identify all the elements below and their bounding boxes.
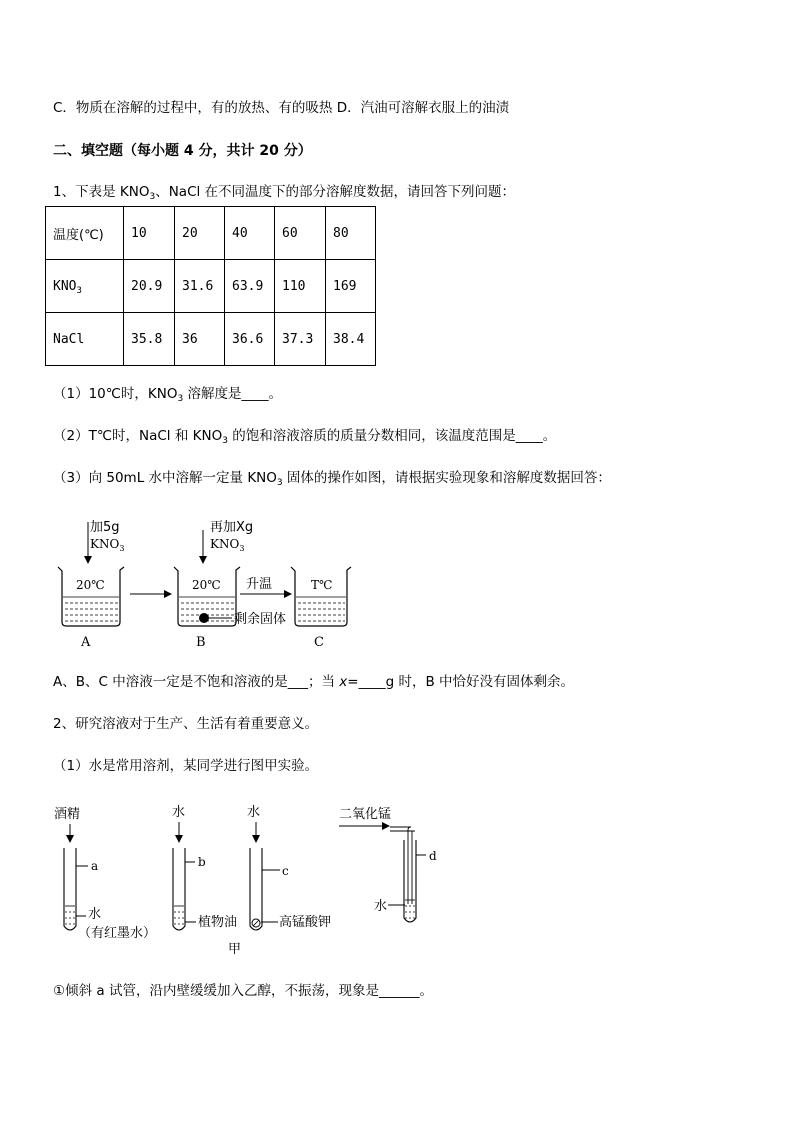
table-cell: $KNO_3$ — [46, 260, 124, 313]
table-cell: 36 — [175, 313, 225, 366]
table-cell: 60 — [275, 207, 326, 260]
tube-a-label: a — [91, 859, 99, 873]
water-label-d: 水 — [374, 899, 388, 914]
question-1-part-1: （1）10℃时，$KNO_3$ 溶解度是____。 — [53, 386, 283, 404]
table-cell: 38.4 — [326, 313, 376, 366]
table-cell: 169 — [326, 260, 376, 313]
water-label-c-top: 水 — [247, 805, 261, 820]
arrow-a-to-b — [164, 590, 172, 598]
tube-c-label: c — [282, 864, 289, 878]
option-c-d-line: C．物质在溶解的过程中，有的放热、有的吸热 D．汽油可溶解衣服上的油渍 — [53, 100, 510, 116]
question-2-circle-1: ①倾斜 a 试管，沿内壁缓缓加入乙醇，不振荡，现象是______。 — [53, 983, 433, 999]
mno2-label: 二氧化锰 — [339, 807, 392, 822]
table-cell: 10 — [124, 207, 175, 260]
label-a: A — [81, 635, 91, 650]
add-label-a: 加5g — [90, 520, 120, 535]
figure-jia-label: 甲 — [228, 942, 242, 957]
table-cell: 35.8 — [124, 313, 175, 366]
residue-solid — [199, 613, 209, 623]
table-cell: 31.6 — [175, 260, 225, 313]
table-row — [46, 260, 376, 313]
arrow-b-to-c — [284, 590, 292, 598]
table-cell: 温度(℃) — [46, 207, 124, 260]
table-cell: 110 — [275, 260, 326, 313]
table-cell: 20 — [175, 207, 225, 260]
temp-label-c: T℃ — [311, 578, 333, 592]
question-1-intro: 1、下表是 $KNO_3$、NaCl 在不同温度下的部分溶解度数据，请回答下列问题： — [53, 184, 516, 202]
kno3-label-a: $KNO_3$ — [90, 537, 125, 553]
table-cell: 40 — [225, 207, 275, 260]
water-label-b-top: 水 — [172, 805, 186, 820]
beaker-a — [58, 519, 124, 650]
section-title: 二、填空题（每小题 4 分，共计 20 分） — [53, 143, 312, 159]
table-cell: 37.3 — [275, 313, 326, 366]
tube-a — [54, 806, 156, 941]
table-cell: 63.9 — [225, 260, 275, 313]
label-c: C — [314, 635, 324, 650]
add-label-b: 再加Xg — [210, 520, 254, 535]
temp-label-b: 20℃ — [192, 578, 221, 592]
table-row — [46, 207, 376, 260]
question-2-intro: 2、研究溶液对于生产、生活有着重要意义。 — [53, 716, 319, 732]
heat-label: 升温 — [246, 577, 273, 592]
kmno4-label: 高锰酸钾 — [279, 915, 332, 930]
water-label-a: 水 — [88, 907, 102, 922]
table-cell: 36.6 — [225, 313, 275, 366]
table-cell: 20.9 — [124, 260, 175, 313]
dissolution-experiment-figure — [50, 512, 370, 652]
table-row — [46, 313, 376, 366]
question-1-part-2: （2）T℃时，NaCl 和 $KNO_3$ 的饱和溶液溶质的质量分数相同，该温度范围是____。 — [53, 428, 557, 446]
alcohol-label: 酒精 — [54, 807, 81, 822]
table-cell: NaCl — [46, 313, 124, 366]
tube-d — [339, 807, 437, 922]
question-1-part-3: （3）向 50mL 水中溶解一定量 $KNO_3$ 固体的操作如图，请根据实验现象和溶解度数据回答： — [53, 470, 611, 488]
beaker-c — [291, 567, 351, 650]
question-2-part-1: （1）水是常用溶剂，某同学进行图甲实验。 — [53, 758, 319, 774]
kno3-label-b: $KNO_3$ — [210, 537, 245, 553]
tube-b-label: b — [198, 855, 206, 869]
question-1-abc-line: A、B、C 中溶液一定是不饱和溶液的是___；当 x=____g 时，B 中恰好没有固体剩余。 — [53, 674, 574, 690]
tube-b — [172, 804, 241, 957]
solubility-table — [45, 206, 376, 366]
veg-oil-label: 植物油 — [198, 915, 238, 930]
temp-label-a: 20℃ — [76, 578, 105, 592]
tube-c — [247, 804, 331, 930]
residue-label: 剩余固体 — [234, 612, 287, 627]
red-ink-label: （有红墨水） — [78, 926, 157, 941]
tube-d-label: d — [429, 849, 437, 863]
table-cell: 80 — [326, 207, 376, 260]
label-b: B — [196, 635, 206, 650]
test-tube-experiment-figure — [48, 800, 468, 965]
